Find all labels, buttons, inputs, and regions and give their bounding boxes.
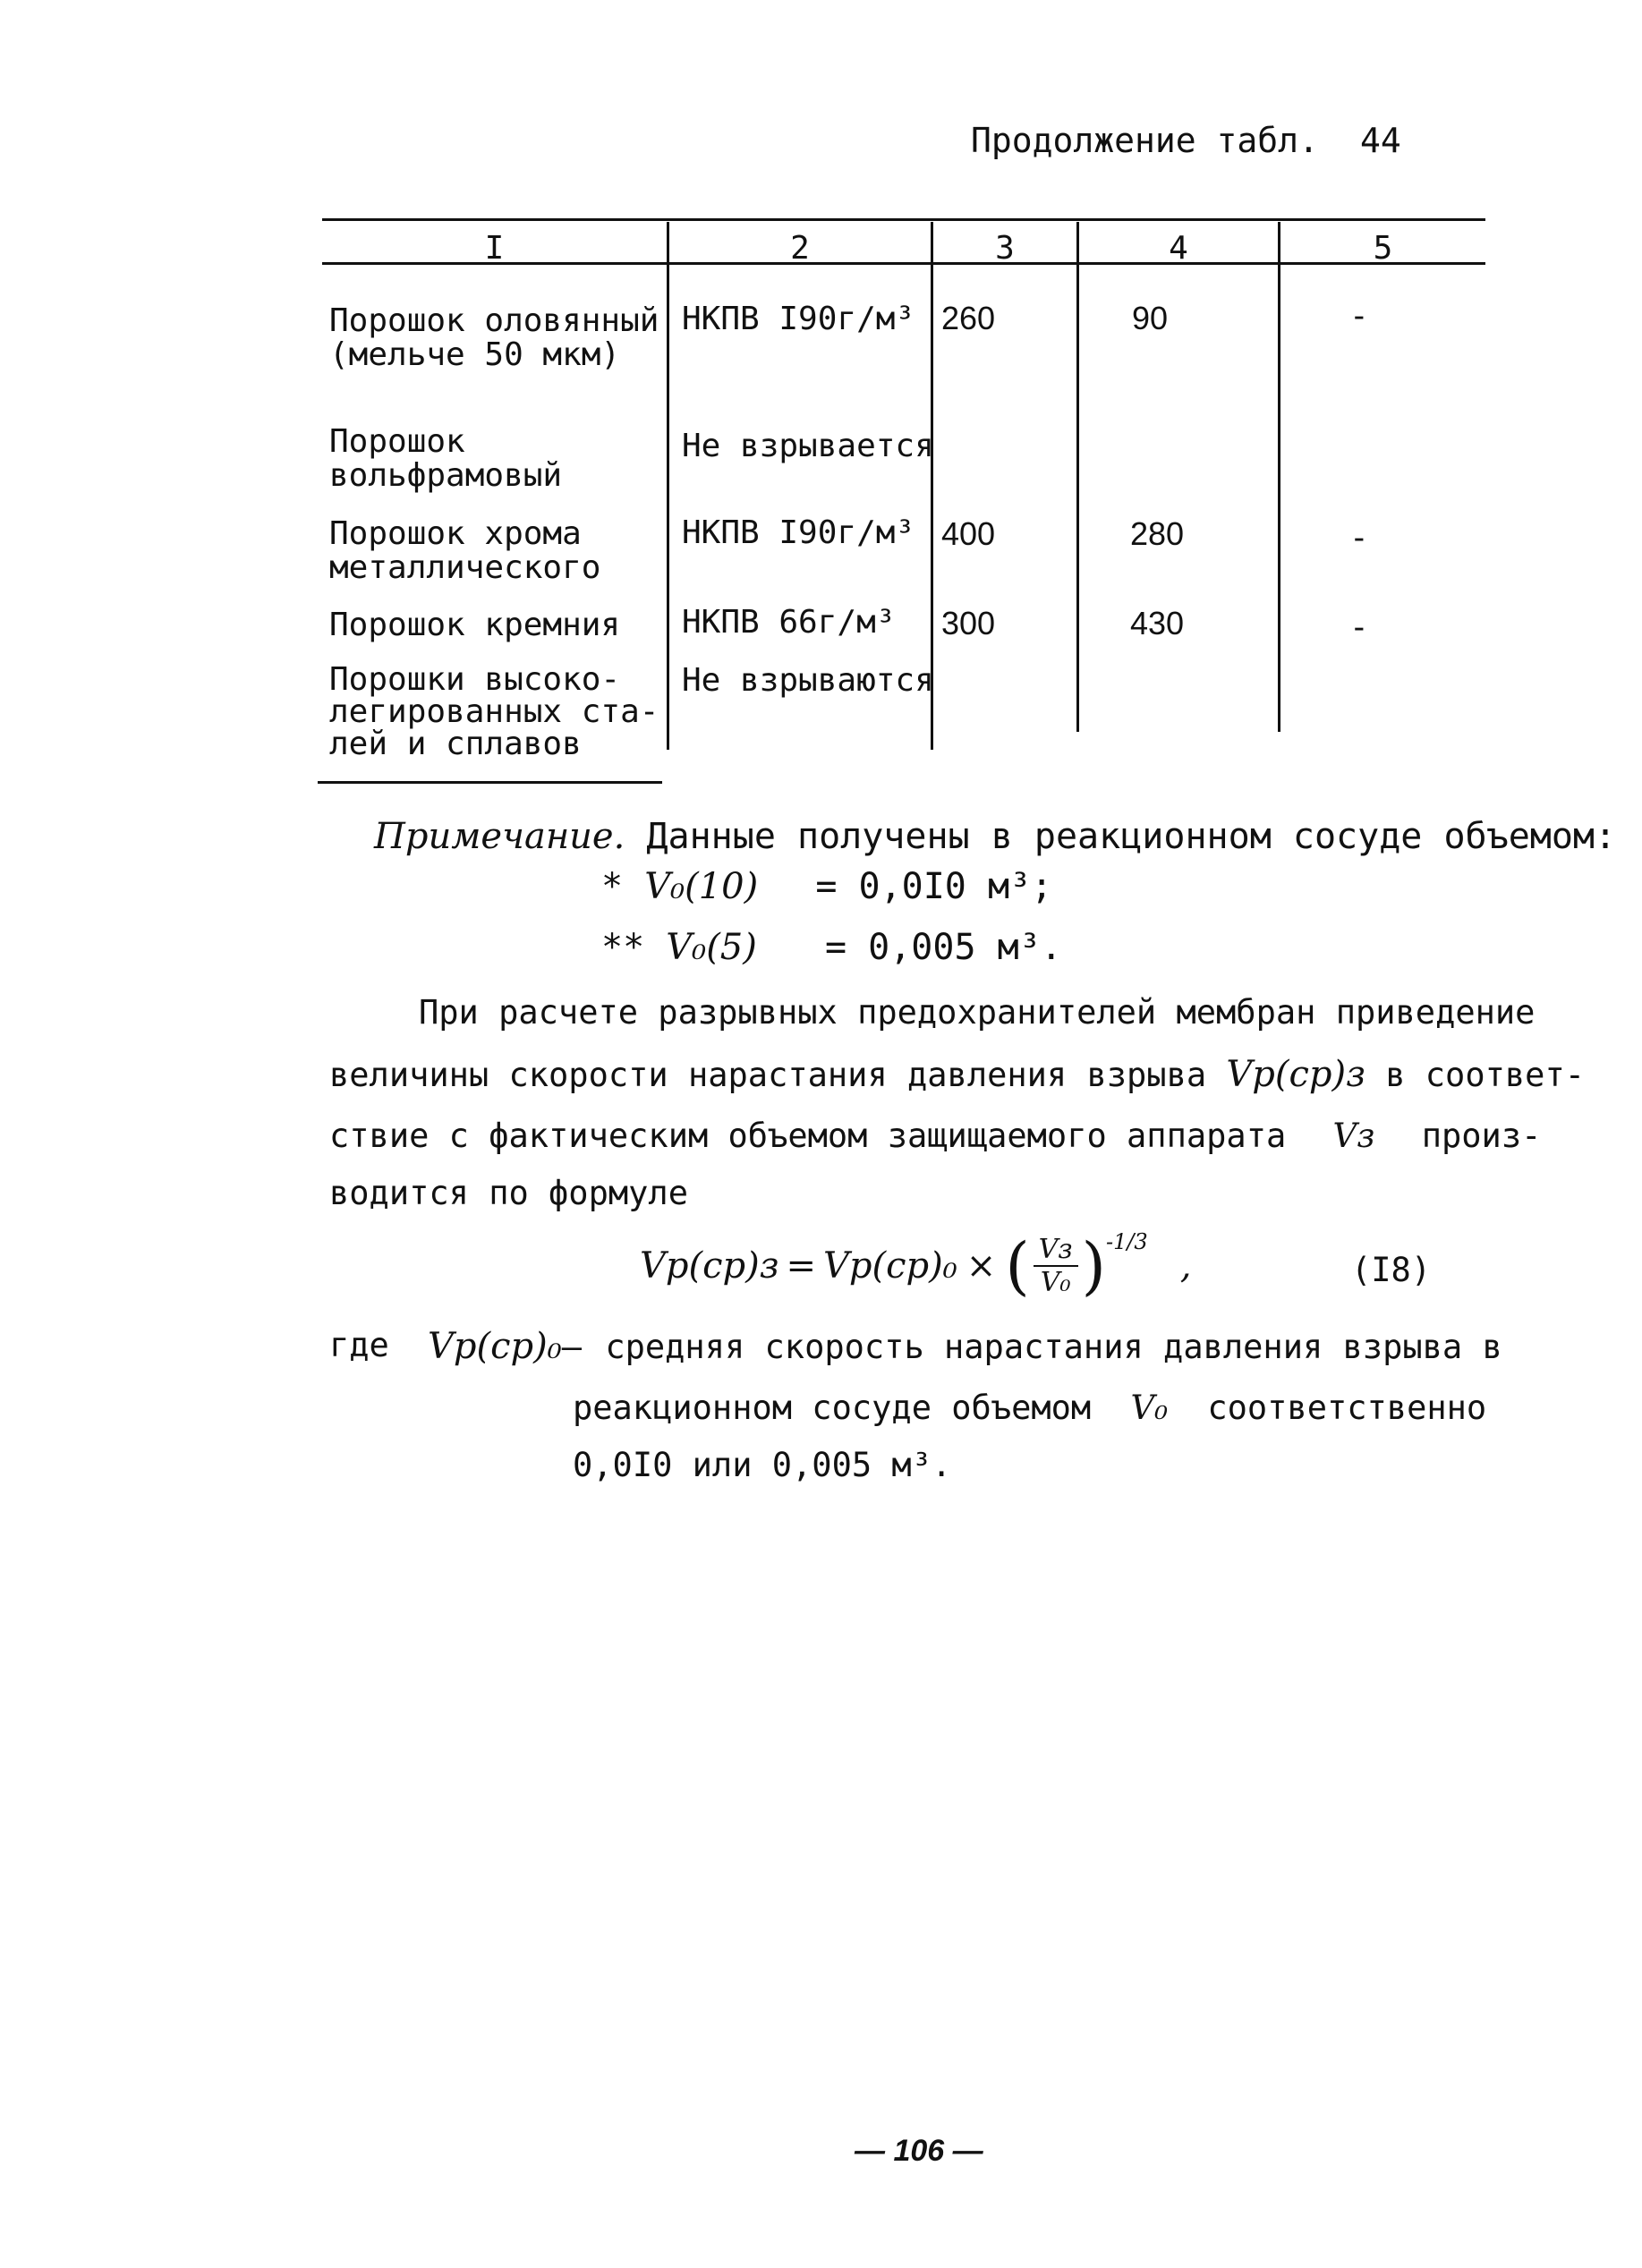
footnote-mark: * [601, 866, 624, 907]
table-divider-3 [1076, 222, 1079, 732]
note-text: Данные получены в реакционном сосуде объемом: [646, 816, 1617, 857]
cell-col4: 90 [1132, 300, 1169, 336]
column-header-2: 2 [790, 230, 810, 267]
cell-substance-line: вольфрамовый [329, 457, 563, 494]
cell-lel: НКПВ I90г/м³ [682, 301, 915, 337]
formula-rhs: Vp(ср)₀ [823, 1245, 957, 1287]
table-top-rule [322, 218, 1485, 221]
rate-symbol: Vp(ср)з [1226, 1054, 1365, 1095]
where-text: средняя скорость нарастания давления взрыва в [605, 1328, 1502, 1366]
cell-col5: - [1349, 520, 1369, 556]
paragraph-text: ствие с фактическим объемом защищаемого аппарата [329, 1117, 1287, 1155]
cell-lel: НКПВ 66г/м³ [682, 604, 896, 641]
formula-lhs: Vp(ср)з [640, 1245, 779, 1287]
volume-symbol: V₀(10) [644, 866, 759, 907]
column-header-4: 4 [1169, 230, 1188, 267]
table-row [329, 425, 562, 493]
table-row [329, 517, 600, 585]
formula-paren: ) [1081, 1229, 1106, 1303]
cell-substance-line: Порошок хрома [329, 515, 582, 552]
note-volume-1 [601, 866, 1052, 907]
where-line [573, 1389, 1486, 1427]
cell-substance-line: Порошок оловянный [329, 302, 659, 339]
paragraph-line: водится по формуле [329, 1174, 688, 1212]
paragraph-line [329, 1054, 1585, 1095]
table-row [329, 608, 620, 642]
cell-substance-line: Порошок [329, 423, 465, 460]
note-line [374, 816, 1616, 857]
column-header-5: 5 [1373, 230, 1393, 267]
cell-substance-line: металлического [329, 549, 601, 586]
page-number: — 106 — [855, 2134, 983, 2168]
table-continuation-header [971, 121, 1401, 160]
cell-col4: 430 [1130, 605, 1185, 641]
formula-eq: = [786, 1245, 817, 1287]
cell-col5: - [1349, 609, 1369, 646]
cell-substance-line: лей и сплавов [329, 726, 582, 762]
note-volume-2 [601, 927, 1062, 968]
volume-symbol: V₀(5) [666, 927, 757, 968]
column-header-3: 3 [995, 230, 1015, 267]
formula-times: × [966, 1245, 997, 1287]
cell-col5: - [1349, 298, 1369, 335]
cell-col3: 400 [941, 515, 996, 552]
cell-col3: 260 [941, 300, 996, 336]
table-divider-4 [1278, 222, 1280, 732]
paragraph-line: При расчете разрывных предохранителей мембран приведение [419, 993, 1536, 1032]
where-definition [428, 1326, 1502, 1367]
cell-lel: НКПВ I90г/м³ [682, 514, 915, 551]
formula [640, 1226, 1191, 1306]
note-label: Примечание. [374, 816, 625, 857]
rate-symbol: Vp(ср)₀ [428, 1326, 562, 1367]
footnote-mark: ** [601, 927, 645, 968]
cell-substance-line: (мельче 50 мкм) [329, 336, 621, 373]
fraction-denominator: V₀ [1040, 1267, 1071, 1298]
cell-substance-line: легированных ста- [329, 693, 659, 730]
where-text: соответственно [1207, 1389, 1487, 1427]
volume-symbol: V₀ [1130, 1389, 1169, 1427]
table-row [329, 661, 659, 762]
table-row [329, 304, 659, 372]
paragraph-text: в соответ- [1385, 1056, 1585, 1094]
formula-exponent: -1/3 [1105, 1229, 1148, 1254]
where-dash: – [561, 1328, 583, 1366]
cell-lel: Не взрываются [682, 662, 934, 699]
paragraph-text: величины скорости нарастания давления взрыва [329, 1056, 1207, 1094]
cell-col4: 280 [1130, 515, 1185, 552]
formula-paren: ( [1005, 1229, 1030, 1303]
where-text: реакционном сосуде объемом [573, 1389, 1092, 1427]
cell-lel: Не взрывается [682, 428, 934, 464]
table-divider-1 [667, 222, 669, 750]
where-line: 0,0I0 или 0,005 м³. [573, 1446, 952, 1484]
column-header-1: I [484, 230, 505, 267]
formula-number: (I8) [1351, 1251, 1432, 1289]
paragraph-text: произ- [1421, 1117, 1542, 1155]
where-label: где [329, 1326, 389, 1364]
volume-symbol: Vз [1332, 1117, 1375, 1155]
cell-col3: 300 [941, 605, 996, 641]
table-bottom-rule [318, 781, 662, 784]
volume-value: = 0,005 м³. [824, 927, 1062, 968]
fraction-numerator: Vз [1034, 1234, 1078, 1267]
table-number: 44 [1359, 121, 1401, 160]
formula-comma: , [1179, 1245, 1192, 1287]
paragraph-line [329, 1117, 1541, 1155]
cell-substance-line: Порошок кремния [329, 607, 621, 643]
volume-value: = 0,0I0 м³; [815, 866, 1053, 907]
continuation-label: Продолжение табл. [971, 121, 1319, 160]
formula-fraction [1034, 1234, 1078, 1298]
cell-substance-line: Порошки высоко- [329, 661, 621, 698]
